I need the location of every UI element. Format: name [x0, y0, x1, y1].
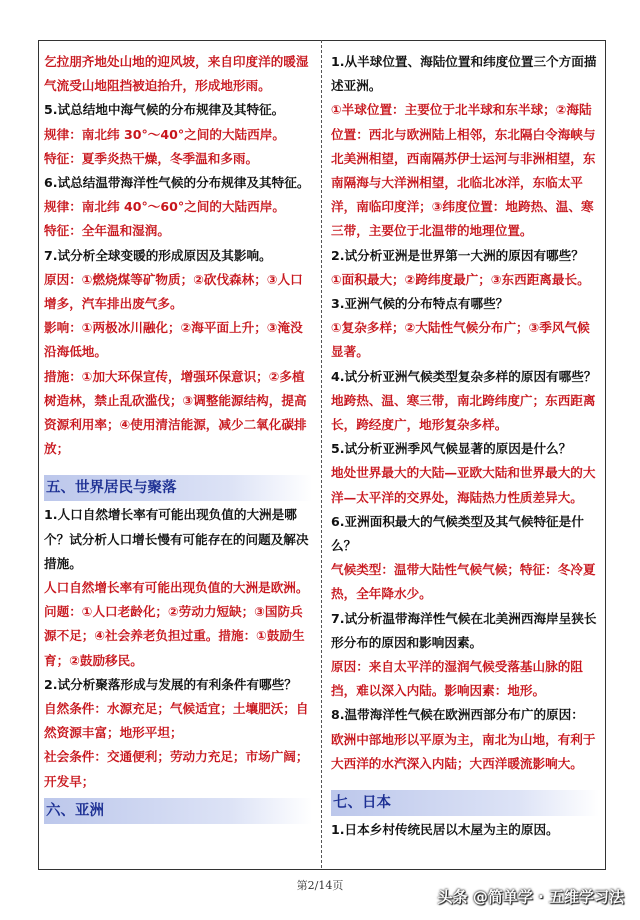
answer-7-impact: 影响：①两极冰川融化；②海平面上升；③淹没沿海低地。	[44, 320, 303, 360]
asia-answer-8: 欧洲中部地形以平原为主，南北为山地，有利于大西洋的水汽深入内陆；大西洋暖流影响大。	[331, 731, 596, 771]
answer-7-cause: 原因：①燃烧煤等矿物质；②砍伐森林；③人口增多，汽车排出废气多。	[44, 271, 303, 312]
section5-question-2: 2.试分析聚落形成与发展的有利条件有哪些？	[44, 676, 297, 692]
answer-5-rule: 规律：南北纬 30°～40°之间的大陆西岸。	[44, 126, 285, 142]
asia-answer-4: 地跨热、温、寒三带，南北跨纬度广；东西距离长，跨经度广，地形复杂多样。	[331, 392, 596, 433]
column-divider	[321, 40, 322, 868]
asia-question-4: 4.试分析亚洲气候类型复杂多样的原因有哪些？	[331, 368, 597, 384]
asia-answer-1: ①半球位置：主要位于北半球和东半球；②海陆位置：西北与欧洲陆上相邻，东北隔白令海峡与北美洲相望，西南隔苏伊士运河与非洲相望，东南隔海与大洋洲相望，北临北冰洋，东临太平洋，南临印度洋；③纬度位置：地跨热、温、寒三带，主要位于北温带的地理位置。	[331, 102, 596, 239]
right-column	[331, 50, 599, 842]
asia-question-6: 6.亚洲面积最大的气候类型及其气候特征是什么？	[331, 513, 584, 554]
asia-answer-7: 原因：来自太平洋的湿润气候受落基山脉的阻挡，难以深入内陆。影响因素：地形。	[331, 659, 583, 699]
answer-text: 乞拉朋齐地处山地的迎风坡，来自印度洋的暖湿气流受山地阻挡被迫抬升，形成地形雨。	[44, 54, 309, 94]
asia-answer-2: ①面积最大；②跨纬度最广；③东西距离最长。	[331, 271, 590, 287]
asia-question-5: 5.试分析亚洲季风气候显著的原因是什么？	[331, 441, 572, 457]
asia-question-2: 2.试分析亚洲是世界第一大洲的原因有哪些？	[331, 247, 584, 263]
section5-answer-1-problems: 问题：①人口老龄化；②劳动力短缺；③国防兵源不足；④社会养老负担过重。措施：①鼓励生育；②鼓励移民。	[44, 604, 305, 668]
asia-question-7: 7.试分析温带海洋性气候在北美洲西海岸呈狭长形分布的原因和影响因素。	[331, 610, 597, 650]
answer-6-feature: 特征：全年温和湿润。	[44, 223, 170, 239]
section-heading-6: 六、亚洲	[44, 798, 312, 824]
answer-7-measures: 措施：①加大环保宣传，增强环保意识；②多植树造林，禁止乱砍滥伐；③调整能源结构，提高资源利用率；④使用清洁能源，减少二氧化碳排放；	[44, 368, 307, 457]
left-column	[44, 50, 312, 826]
question-5: 5.试总结地中海气候的分布规律及其特征。	[44, 102, 285, 118]
asia-answer-3: ①复杂多样；②大陆性气候分布广；③季风气候显著。	[331, 320, 590, 360]
asia-answer-6: 气候类型：温带大陆性气候气候；特征：冬冷夏热，全年降水少。	[331, 562, 596, 602]
question-7: 7.试分析全球变暖的形成原因及其影响。	[44, 247, 272, 263]
section5-answer-1: 人口自然增长率有可能出现负值的大洲是欧洲。	[44, 580, 309, 596]
section-heading-5: 五、世界居民与聚落	[44, 475, 312, 501]
japan-question-1: 1.日本乡村传统民居以木屋为主的原因。	[331, 822, 559, 838]
asia-answer-5: 地处世界最大的大陆—亚欧大陆和世界最大的大洋—太平洋的交界处，海陆热力性质差异大。	[331, 465, 596, 505]
section-heading-7: 七、日本	[331, 790, 599, 816]
answer-5-feature: 特征：夏季炎热干燥，冬季温和多雨。	[44, 150, 259, 166]
page-number: 第2/14页	[296, 879, 344, 892]
answer-6-rule: 规律：南北纬 40°～60°之间的大陆西岸。	[44, 199, 285, 215]
question-6: 6.试总结温带海洋性气候的分布规律及其特征。	[44, 175, 310, 191]
section5-answer-2-social: 社会条件：交通便利；劳动力充足；市场广阔；开发早；	[44, 749, 309, 789]
section5-question-1: 1.人口自然增长率有可能出现负值的大洲是哪个？试分析人口增长慢有可能存在的问题及解决措施。	[44, 507, 309, 571]
asia-question-3: 3.亚洲气候的分布特点有哪些？	[331, 296, 509, 312]
asia-question-1: 1.从半球位置、海陆位置和纬度位置三个方面描述亚洲。	[331, 54, 597, 94]
section5-answer-2-natural: 自然条件：水源充足；气候适宜；土壤肥沃；自然资源丰富；地形平坦；	[44, 701, 309, 741]
asia-question-8: 8.温带海洋性气候在欧洲西部分布广的原因：	[331, 707, 584, 723]
watermark: 头条 @简单学 · 五维学习法	[437, 888, 624, 906]
